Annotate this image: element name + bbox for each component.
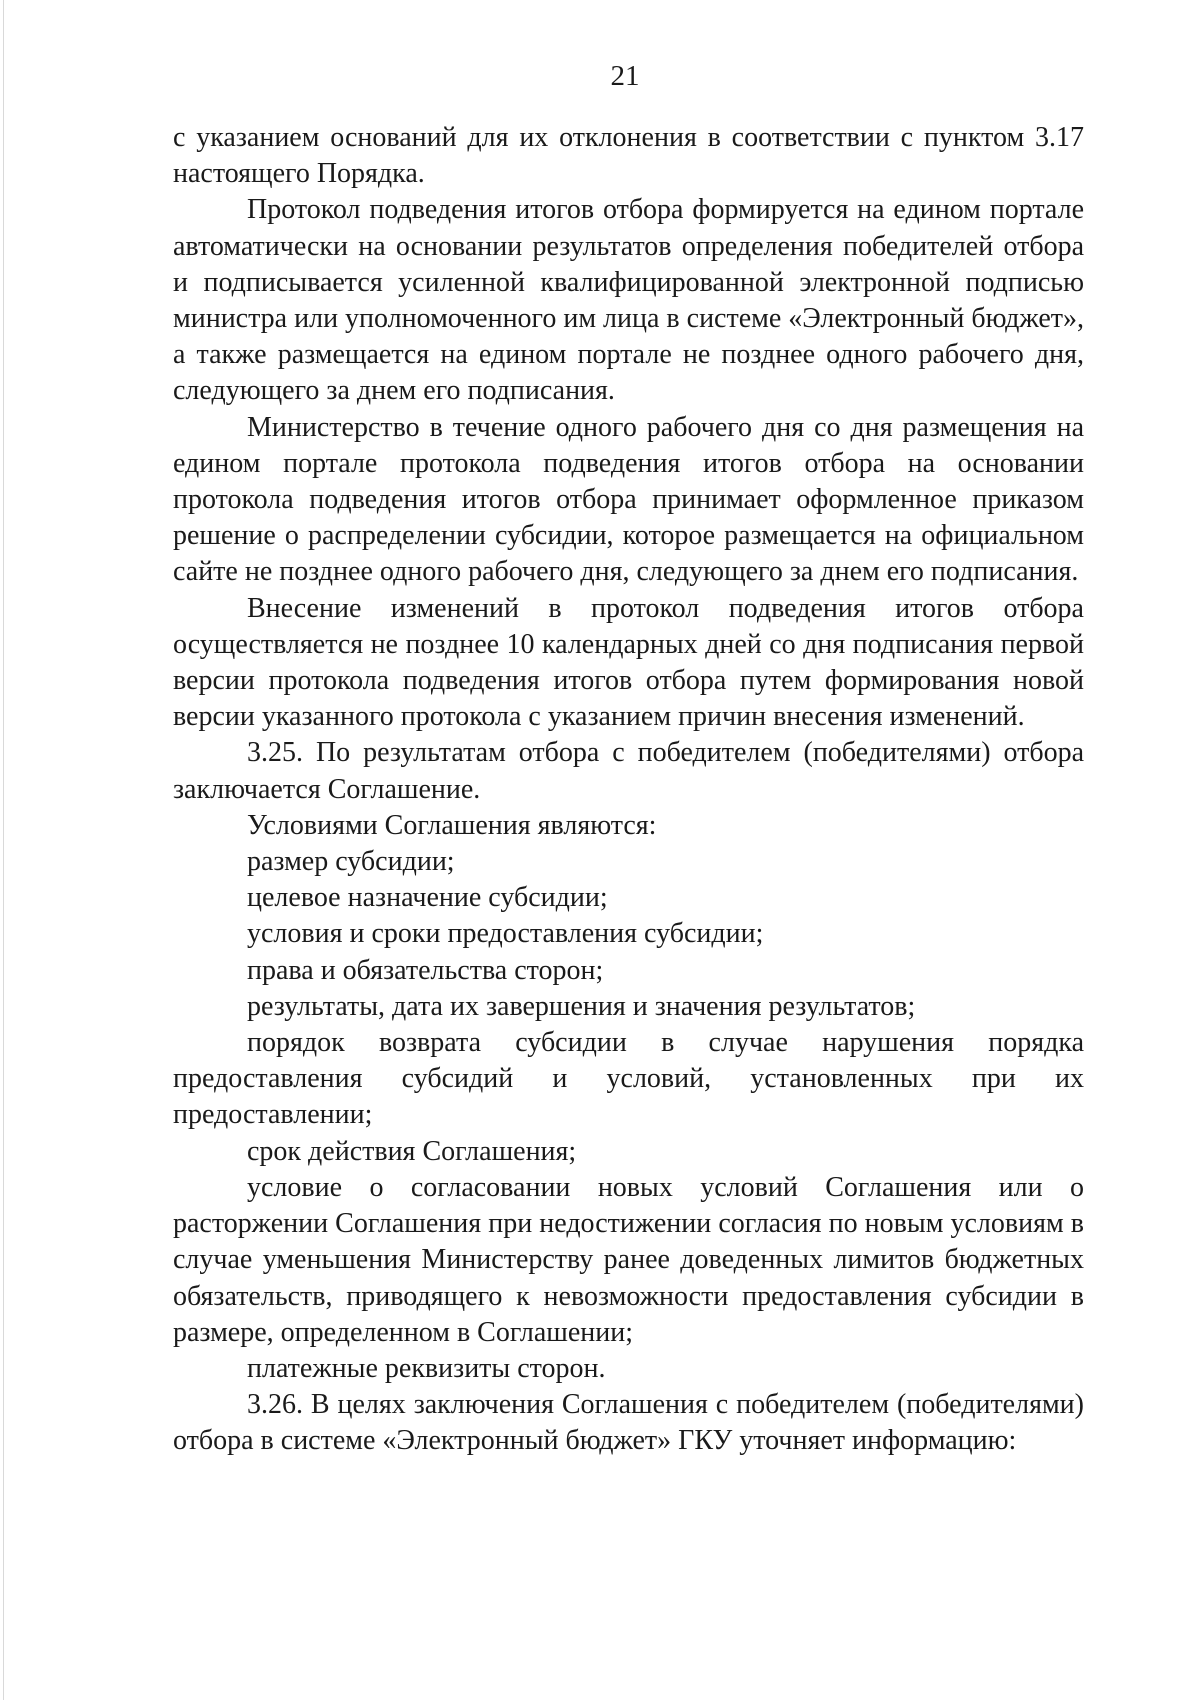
list-item: результаты, дата их завершения и значения результатов; bbox=[247, 990, 916, 1022]
list-item: права и обязательства сторон; bbox=[247, 954, 604, 986]
document-body bbox=[173, 120, 1084, 1460]
list-item: условие о согласовании новых условий Соглашения или о расторжении Соглашения при недостижении согласия по новым условиям в случае уменьшения Министерству ранее доведенных лимитов бюджетных обязательств, приводящего к невозможности предоставления субсидии в размере, определенном в Соглашении; bbox=[173, 1171, 1084, 1348]
paragraph: Протокол подведения итогов отбора формируется на едином портале автоматически на основании результатов определения победителей отбора и подписывается усиленной квалифицированной электронной подписью министра или уполномоченного им лица в системе «Электронный бюджет», а также размещается на едином портале не позднее одного рабочего дня, следующего за днем его подписания. bbox=[173, 194, 1085, 407]
paragraph: 3.25. По результатам отбора с победителем (победителями) отбора заключается Соглашение. bbox=[173, 737, 1084, 805]
paragraph: 3.26. В целях заключения Соглашения с победителем (победителями) отбора в системе «Электронный бюджет» ГКУ уточняет информацию: bbox=[173, 1389, 1084, 1457]
paragraph: Условиями Соглашения являются: bbox=[247, 809, 657, 841]
paragraph: с указанием оснований для их отклонения в соответствии с пунктом 3.17 настоящего Порядка. bbox=[173, 122, 1084, 190]
list-item: порядок возврата субсидии в случае нарушения порядка предоставления субсидий и условий, установленных при их предоставлении; bbox=[173, 1027, 1084, 1131]
list-item: условия и сроки предоставления субсидии; bbox=[247, 918, 764, 950]
scan-edge-line bbox=[3, 0, 4, 1700]
paragraph: Министерство в течение одного рабочего дня со дня размещения на едином портале протокола подведения итогов отбора на основании протокола подведения итогов отбора принимает оформленное приказом решение о распределении субсидии, которое размещается на официальном сайте не позднее одного рабочего дня, следующего за днем его подписания. bbox=[173, 411, 1084, 588]
list-item: платежные реквизиты сторон. bbox=[247, 1352, 606, 1384]
page-number: 21 bbox=[610, 60, 640, 92]
list-item: размер субсидии; bbox=[247, 846, 455, 878]
list-item: срок действия Соглашения; bbox=[247, 1135, 577, 1167]
list-item: целевое назначение субсидии; bbox=[247, 882, 608, 914]
paragraph: Внесение изменений в протокол подведения итогов отбора осуществляется не позднее 10 календарных дней со дня подписания первой версии протокола подведения итогов отбора путем формирования новой версии указанного протокола с указанием причин внесения изменений. bbox=[173, 592, 1084, 733]
